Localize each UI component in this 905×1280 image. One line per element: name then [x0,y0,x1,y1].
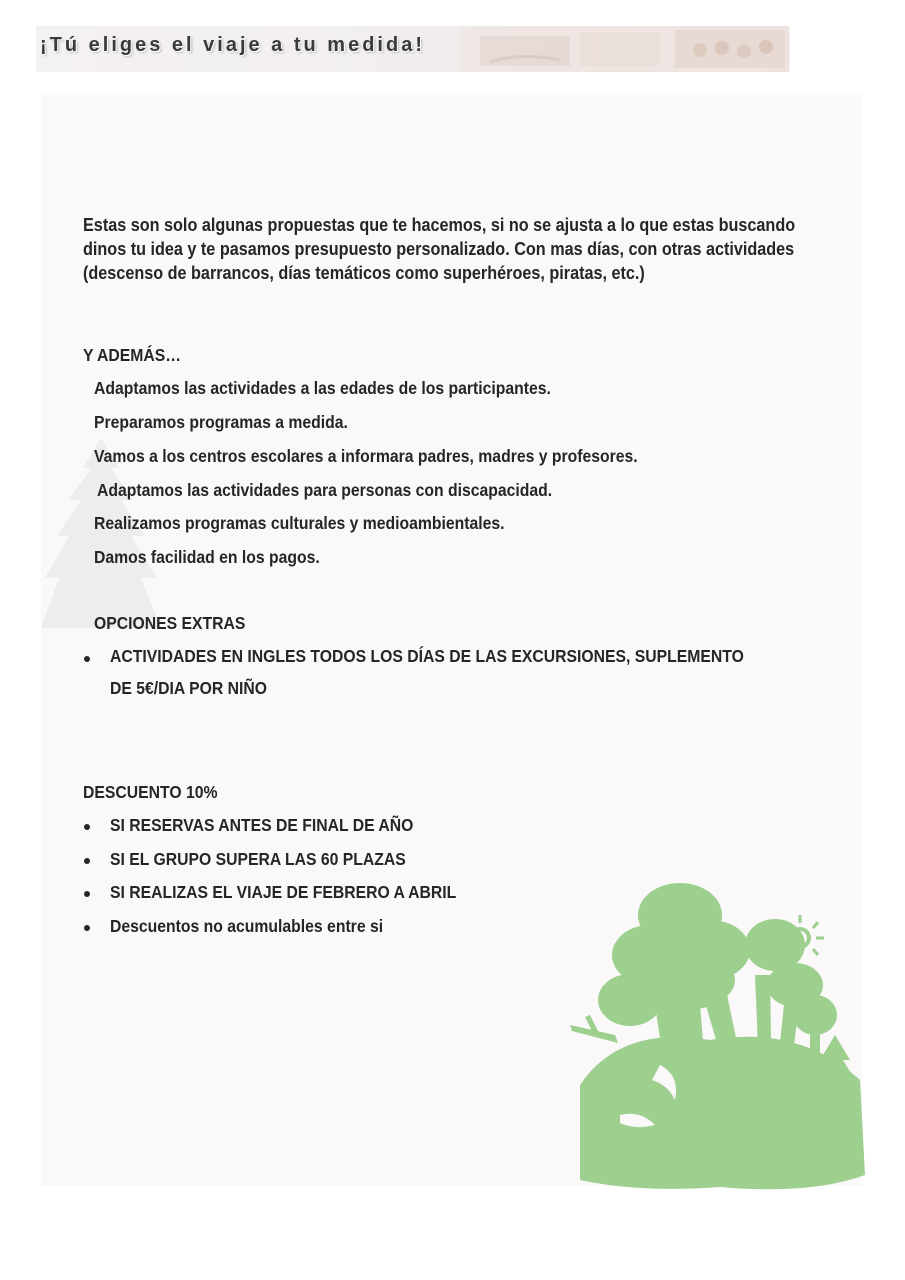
descuento-item: SI EL GRUPO SUPERA LAS 60 PLAZAS [110,849,406,869]
ademas-item: Preparamos programas a medida. [94,412,348,432]
descuento-item: SI REALIZAS EL VIAJE DE FEBRERO A ABRIL [110,882,457,902]
bullet-icon [84,824,90,830]
trees-illustration-icon [560,875,870,1195]
ademas-item: Adaptamos las actividades para personas con discapacidad. [97,480,553,500]
bullet-icon [84,656,90,662]
ademas-item: Vamos a los centros escolares a informara padres, madres y profesores. [94,446,638,466]
ademas-item: Damos facilidad en los pagos. [94,547,320,567]
bullet-icon [84,925,90,931]
extras-heading: OPCIONES EXTRAS [94,613,246,633]
ademas-heading: Y ADEMÁS… [83,345,182,365]
intro-paragraph: Estas son solo algunas propuestas que te hacemos, si no se ajusta a lo que estas buscando dinos tu idea y te pasamos presupuesto personalizado. Con mas días, con otras actividades (descenso de barrancos, días temáticos como superhéroes, piratas, etc.) [83,215,796,283]
bullet-icon [84,858,90,864]
descuento-item: SI RESERVAS ANTES DE FINAL DE AÑO [110,815,414,835]
ademas-item: Adaptamos las actividades a las edades de los participantes. [94,378,551,398]
pine-tree-watermark-icon [41,438,161,638]
extras-item-line2: DE 5€/DIA POR NIÑO [110,678,267,698]
descuento-heading: DESCUENTO 10% [83,782,218,802]
bullet-icon [84,891,90,897]
ademas-item: Realizamos programas culturales y medioambientales. [94,513,505,533]
descuento-item: Descuentos no acumulables entre si [110,916,384,936]
banner-photos-image [460,26,790,72]
page-title: ¡Tú eliges el viaje a tu medida! [40,34,425,56]
extras-item-line1: ACTIVIDADES EN INGLES TODOS LOS DÍAS DE LAS EXCURSIONES, SUPLEMENTO [110,646,744,666]
